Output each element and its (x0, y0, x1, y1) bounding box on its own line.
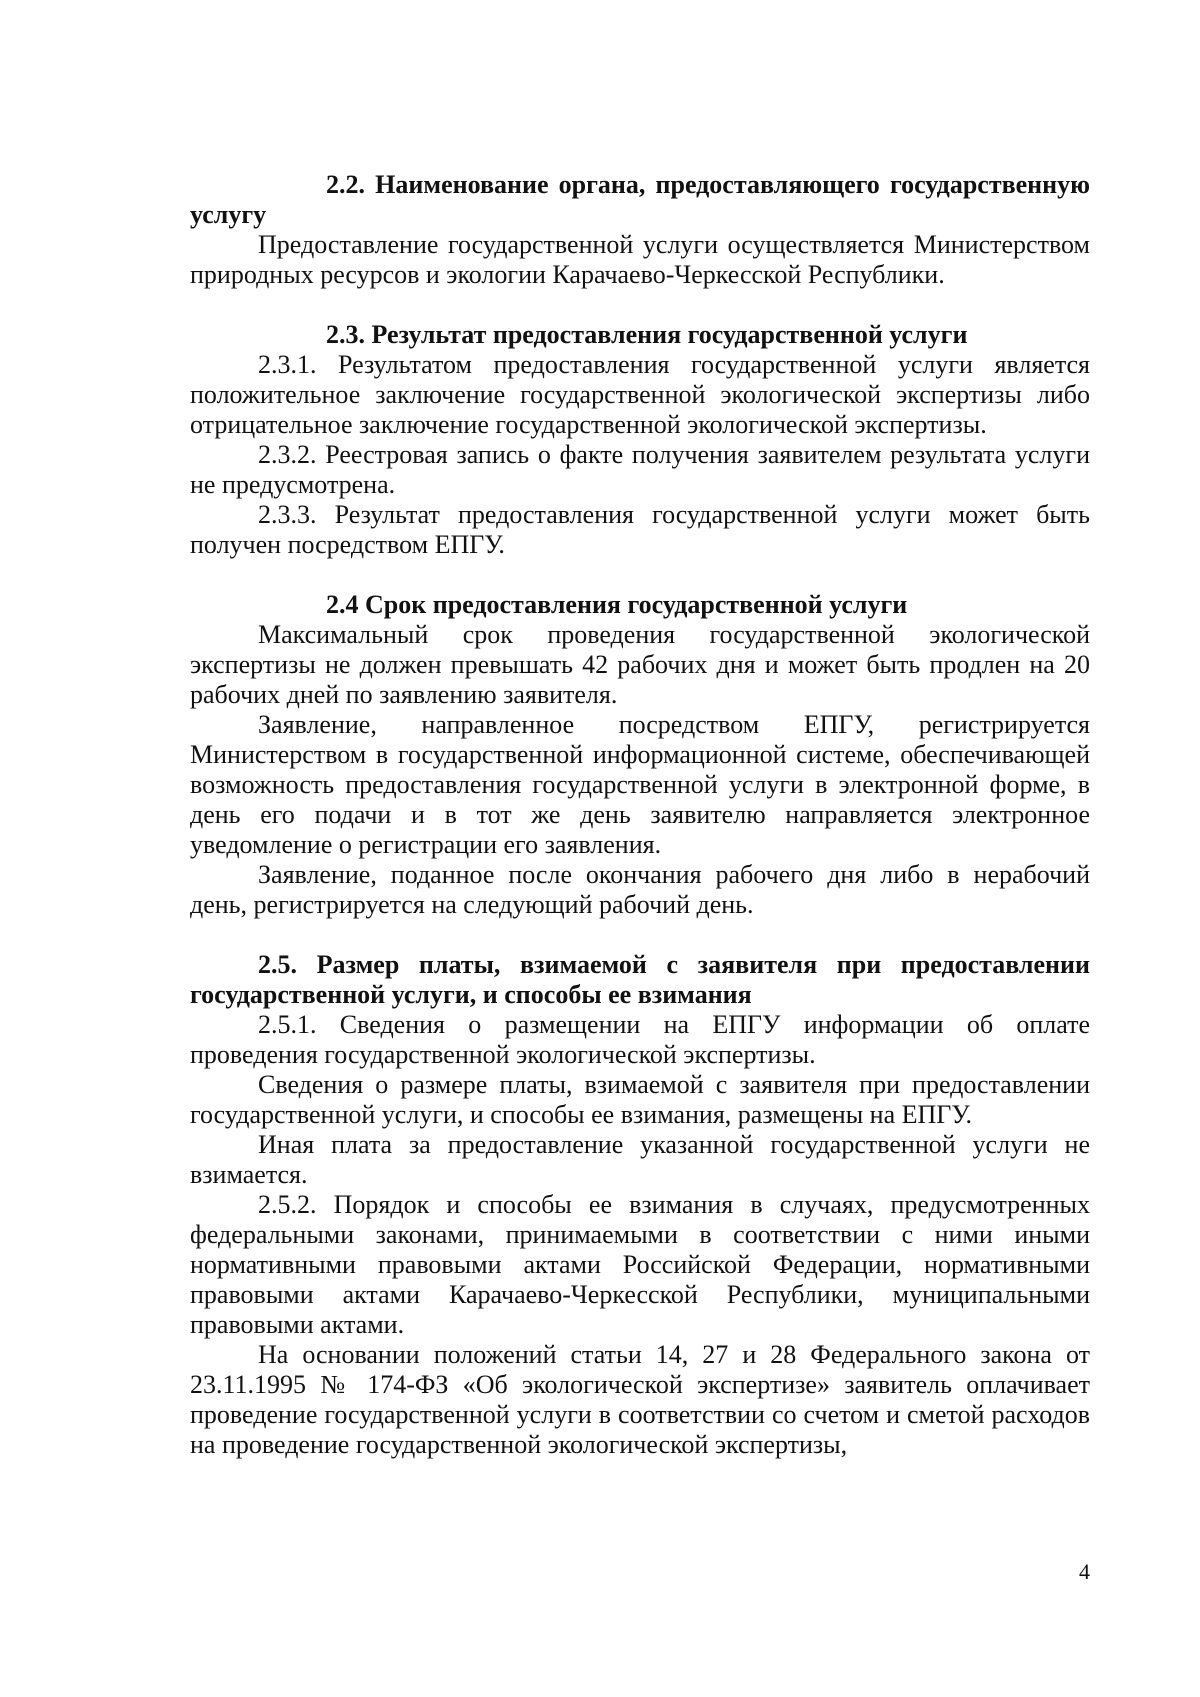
section-heading (190, 950, 1090, 1010)
paragraph: Заявление, поданное после окончания рабочего дня либо в нерабочий день, регистрируется на следующий рабочий день. (190, 860, 1090, 919)
paragraph: Сведения о размере платы, взимаемой с заявителя при предоставлении государственной услуги, и способы ее взимания, размещены на ЕПГУ. (190, 1070, 1090, 1129)
section-heading (190, 320, 1090, 350)
paragraph: 2.5.2. Порядок и способы ее взимания в случаях, предусмотренных федеральными законами, принимаемыми в соответствии с ними иными нормативными правовыми актами Российской Федерации, нормативными правовыми актами Карачаево-Черкесской Республики, муниципальными правовыми актами. (190, 1190, 1090, 1339)
page-number: 4 (1079, 1559, 1090, 1584)
paragraph: 2.3.3. Результат предоставления государственной услуги может быть получен посредством ЕПГУ. (190, 500, 1090, 559)
section-number: 2.4 (326, 590, 359, 619)
paragraph: Иная плата за предоставление указанной государственной услуги не взимается. (190, 1130, 1090, 1189)
paragraph: 2.3.1. Результатом предоставления государственной услуги является положительное заключение государственной экологической экспертизы либо отрицательное заключение государственной экологической экспертизы. (190, 350, 1090, 439)
paragraph: На основании положений статьи 14, 27 и 28 Федерального закона от 23.11.1995 № 174-ФЗ «Об экологической экспертизе» заявитель оплачивает проведение государственной услуги в соответствии со счетом и сметой расходов на проведение государственной экологической экспертизы, (190, 1340, 1090, 1459)
section-2-2 (190, 170, 1090, 290)
section-2-5 (190, 950, 1090, 1460)
section-2-4 (190, 590, 1090, 920)
paragraph: 2.3.2. Реестровая запись о факте получения заявителем результата услуги не предусмотрена. (190, 440, 1090, 499)
section-number: 2.5. (258, 950, 297, 979)
section-number: 2.3. (326, 320, 365, 349)
section-heading (190, 170, 1090, 230)
document-body (190, 170, 1090, 1460)
section-title: Наименование органа, предоставляющего государственную услугу (190, 170, 1091, 229)
section-title: Результат предоставления государственной услуги (371, 320, 968, 349)
paragraph: Заявление, направленное посредством ЕПГУ, регистрируется Министерством в государственной информационной системе, обеспечивающей возможность предоставления государственной услуги в электронной форме, в день его подачи и в тот же день заявителю направляется электронное уведомление о регистрации его заявления. (190, 710, 1090, 859)
paragraph: Максимальный срок проведения государственной экологической экспертизы не должен превышать 42 рабочих дня и может быть продлен на 20 рабочих дней по заявлению заявителя. (190, 620, 1090, 709)
paragraph: Предоставление государственной услуги осуществляется Министерством природных ресурсов и экологии Карачаево-Черкесской Республики. (190, 230, 1090, 289)
section-heading (190, 590, 1090, 620)
section-number: 2.2. (326, 170, 365, 199)
section-title: Размер платы, взимаемой с заявителя при предоставлении государственной услуги, и способы ее взимания (190, 950, 1090, 1009)
section-2-3 (190, 320, 1090, 560)
paragraph: 2.5.1. Сведения о размещении на ЕПГУ информации об оплате проведения государственной экологической экспертизы. (190, 1010, 1090, 1069)
section-title: Срок предоставления государственной услуги (365, 590, 908, 619)
